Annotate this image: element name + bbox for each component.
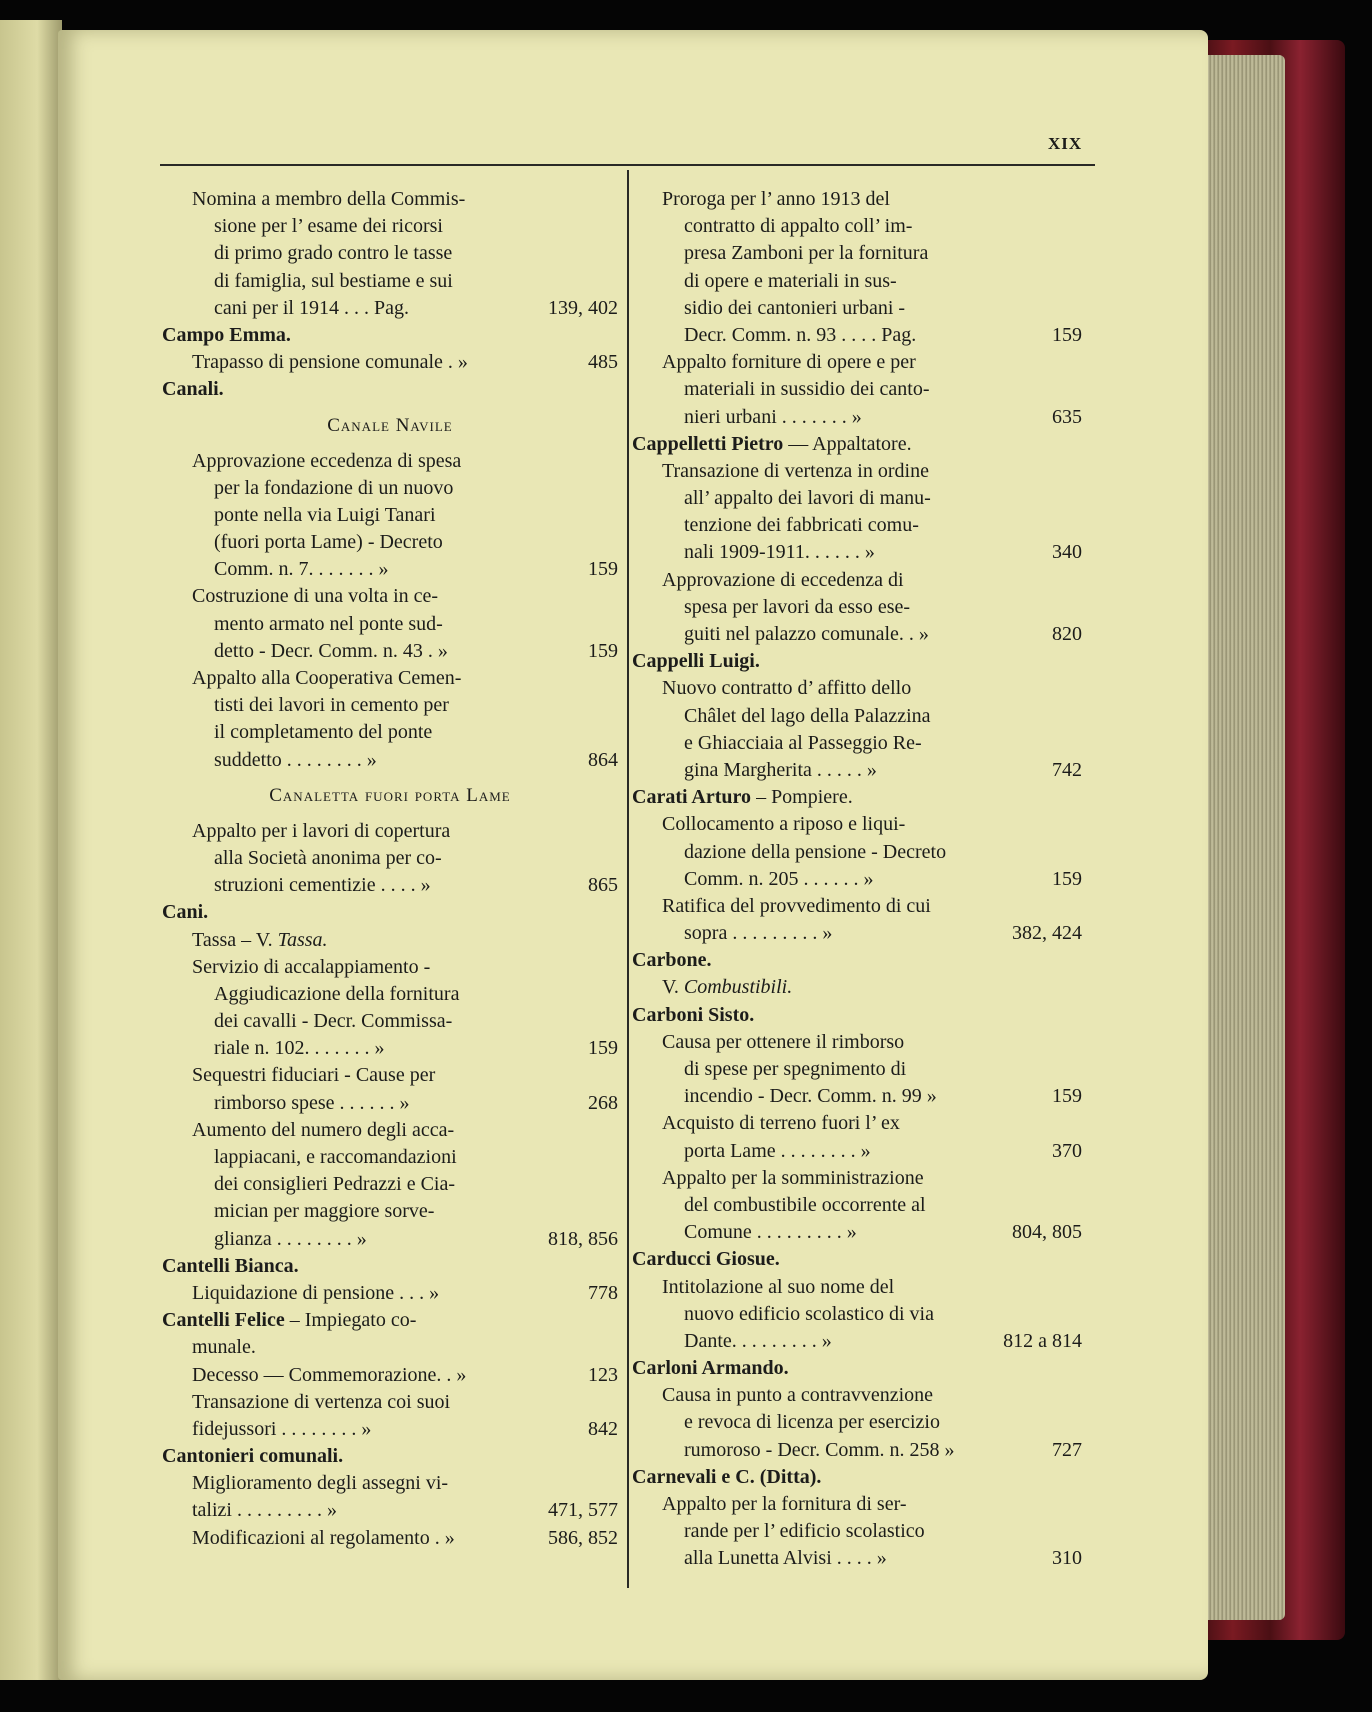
index-line — [632, 349, 1082, 376]
index-line — [632, 730, 1082, 757]
page-reference: 340 — [1052, 541, 1082, 564]
index-line-text: Transazione di vertenza in ordine — [662, 459, 929, 482]
index-line — [632, 1083, 1082, 1110]
page-reference: 370 — [1052, 1139, 1082, 1162]
index-line — [632, 1409, 1082, 1436]
index-line — [162, 1117, 618, 1144]
index-line — [632, 920, 1082, 947]
section-heading — [162, 404, 618, 448]
index-line-text: Cappelletti Pietro — [632, 432, 784, 455]
index-line-text: Aumento del numero degli acca- — [192, 1118, 455, 1141]
index-line-text: Carloni Armando. — [632, 1357, 789, 1380]
page-reference: 635 — [1052, 405, 1082, 428]
index-line-text: Approvazione di eccedenza di — [662, 568, 904, 591]
index-line-text: Costruzione di una volta in ce- — [192, 585, 439, 608]
column-divider — [627, 170, 629, 1588]
index-line — [632, 485, 1082, 512]
index-line-text: Intitolazione al suo nome del — [662, 1275, 895, 1298]
index-line — [632, 322, 1082, 349]
index-line-text: glianza . . . . . . . . » — [214, 1227, 367, 1250]
page-reference: 485 — [588, 351, 618, 374]
index-line-text: dei cavalli - Decr. Commissa- — [214, 1010, 453, 1033]
index-entry-heading — [632, 1464, 1082, 1491]
index-line-text: struzioni cementizie . . . . » — [214, 874, 431, 897]
page-reference: 864 — [588, 748, 618, 771]
index-line-text: Appalto alla Cooperativa Cemen- — [192, 667, 462, 689]
page-reference: 727 — [1052, 1438, 1082, 1461]
index-entry-heading — [162, 1307, 618, 1334]
index-line-text: materiali in sussidio dei canto- — [684, 378, 930, 401]
index-line — [632, 1056, 1082, 1083]
index-line-text: sidio dei cantonieri urbani - — [684, 296, 906, 319]
index-line-text: Comm. n. 7. . . . . . . » — [214, 558, 389, 581]
index-line — [162, 448, 618, 475]
index-line — [632, 811, 1082, 838]
index-line-text: rumoroso - Decr. Comm. n. 258 » — [684, 1438, 955, 1461]
index-entry-heading — [632, 947, 1082, 974]
index-line-text: nieri urbani . . . . . . . » — [684, 405, 862, 428]
index-line-text: fidejussori . . . . . . . . » — [192, 1417, 372, 1440]
page-reference: 159 — [588, 1037, 618, 1060]
index-line — [162, 529, 618, 556]
index-line — [632, 539, 1082, 566]
index-line-text: di spese per spegnimento di — [684, 1058, 907, 1080]
index-line — [162, 268, 618, 295]
index-entry-heading — [632, 1246, 1082, 1273]
index-line — [162, 1035, 618, 1062]
index-line — [632, 240, 1082, 267]
index-line-text: (fuori porta Lame) - Decreto — [214, 531, 443, 554]
index-line — [162, 1334, 618, 1361]
page-reference: 778 — [588, 1281, 618, 1304]
index-line-text: Causa per ottenere il rimborso — [662, 1030, 905, 1053]
right-index-column — [632, 186, 1082, 1573]
index-line — [632, 675, 1082, 702]
index-line-text: Cani. — [162, 901, 209, 924]
index-line-text: Carnevali e C. (Ditta). — [632, 1465, 822, 1488]
index-line — [632, 376, 1082, 403]
index-line-text: Liquidazione di pensione . . . » — [192, 1281, 440, 1304]
index-line-text: Cantelli Bianca. — [162, 1254, 299, 1277]
page-reference: 812 a 814 — [1003, 1329, 1082, 1352]
index-line — [162, 1062, 618, 1089]
page-reference: 268 — [588, 1091, 618, 1114]
index-line — [632, 1437, 1082, 1464]
page-reference: 159 — [588, 558, 618, 581]
page-reference: 139, 402 — [548, 296, 618, 319]
index-entry-heading — [162, 322, 618, 349]
page-number: XIX — [1048, 134, 1083, 153]
index-line-text: nali 1909-1911. . . . . . » — [684, 541, 875, 564]
index-line-text: Cantelli Felice — [162, 1309, 285, 1332]
index-line — [632, 295, 1082, 322]
index-line-text: riale n. 102. . . . . . . » — [214, 1037, 385, 1060]
index-line — [162, 1280, 618, 1307]
index-line — [632, 1029, 1082, 1056]
index-line — [162, 747, 618, 774]
index-line-text: tisti dei lavori in cemento per — [214, 694, 449, 717]
index-line-text: Châlet del lago della Palazzina — [684, 704, 931, 727]
index-line — [632, 1328, 1082, 1355]
index-line — [632, 974, 1082, 1001]
index-line-text: ponte nella via Luigi Tanari — [214, 503, 436, 526]
index-entry-heading — [162, 1253, 618, 1280]
index-line-text: alla Società anonima per co- — [214, 846, 442, 869]
page-reference: 159 — [1052, 323, 1082, 346]
index-line-text: Acquisto di terreno fuori l’ ex — [662, 1112, 900, 1135]
page-reference: 818, 856 — [548, 1227, 618, 1250]
index-line-text: Causa in punto a contravvenzione — [662, 1384, 934, 1407]
index-line — [162, 1198, 618, 1225]
index-line — [162, 1008, 618, 1035]
index-line-text: sione per l’ esame dei ricorsi — [214, 215, 443, 238]
index-line-text: Sequestri fiduciari - Cause per — [192, 1064, 436, 1087]
index-entry-heading — [632, 1002, 1082, 1029]
index-line — [162, 719, 618, 746]
cross-reference: Tassa. — [277, 928, 328, 951]
index-line — [162, 927, 618, 954]
index-line-text: Decr. Comm. n. 93 . . . . Pag. — [684, 323, 917, 346]
index-line — [162, 1525, 618, 1552]
index-line — [632, 1138, 1082, 1165]
index-line-text: gina Margherita . . . . . » — [684, 758, 877, 781]
index-line — [162, 502, 618, 529]
page-reference: 820 — [1052, 623, 1082, 645]
index-line-text: per la fondazione di un nuovo — [214, 476, 454, 499]
index-line-text: dazione della pensione - Decreto — [684, 840, 947, 863]
index-line — [632, 1518, 1082, 1545]
page-reference: 382, 424 — [1012, 922, 1082, 945]
index-line-text: talizi . . . . . . . . . » — [192, 1499, 337, 1522]
index-line-text: Nuovo contratto d’ affitto dello — [662, 677, 912, 700]
index-line-text: rande per l’ edificio scolastico — [684, 1520, 925, 1543]
index-line-text: V. — [662, 976, 684, 999]
page-reference: 742 — [1052, 758, 1082, 781]
page-reference: 159 — [1052, 867, 1082, 890]
index-line-text: Modificazioni al regolamento . » — [192, 1526, 455, 1549]
index-line-text: lappiacani, e raccomandazioni — [214, 1146, 457, 1168]
index-line-text: mician per maggiore sorve- — [214, 1200, 435, 1223]
index-line-text: incendio - Decr. Comm. n. 99 » — [684, 1085, 937, 1108]
index-line-text: contratto di appalto coll’ im- — [684, 215, 913, 238]
index-line-text: mento armato nel ponte sud- — [214, 612, 443, 635]
index-line — [162, 240, 618, 267]
index-line-text: porta Lame . . . . . . . . » — [684, 1139, 871, 1162]
index-line-text: suddetto . . . . . . . . » — [214, 748, 377, 771]
index-line — [162, 1497, 618, 1524]
index-line-text: Ratifica del provvedimento di cui — [662, 894, 931, 917]
page-reference: 159 — [588, 639, 618, 662]
index-line-text: Servizio di accalappiamento - — [192, 955, 431, 978]
index-line-text: spesa per lavori da esso ese- — [684, 595, 911, 618]
index-entry-heading — [632, 784, 1082, 811]
index-line — [162, 213, 618, 240]
index-line — [632, 1165, 1082, 1192]
entry-description: – Impiegato co- — [284, 1309, 417, 1332]
index-entry-heading — [632, 648, 1082, 675]
page-reference: 471, 577 — [548, 1499, 618, 1522]
index-line-text: Comm. n. 205 . . . . . . » — [684, 867, 874, 890]
page-reference: 586, 852 — [548, 1526, 618, 1549]
index-line — [162, 1090, 618, 1117]
index-line — [162, 638, 618, 665]
index-line — [162, 845, 618, 872]
index-line — [162, 954, 618, 981]
page-reference: 159 — [1052, 1085, 1082, 1108]
index-line — [162, 1470, 618, 1497]
index-line-text: Canaletta fuori porta Lame — [269, 784, 511, 806]
index-line — [632, 567, 1082, 594]
index-line — [632, 703, 1082, 730]
index-line-text: all’ appalto dei lavori di manu- — [684, 487, 931, 510]
index-line — [162, 583, 618, 610]
index-line-text: Comune . . . . . . . . . » — [684, 1221, 857, 1244]
index-line — [162, 475, 618, 502]
index-line-text: rimborso spese . . . . . . » — [214, 1091, 410, 1114]
index-line-text: Carati Arturo — [632, 786, 752, 809]
index-line — [632, 186, 1082, 213]
index-line-text: Approvazione eccedenza di spesa — [192, 449, 462, 472]
index-line — [162, 1144, 618, 1171]
index-line — [632, 1301, 1082, 1328]
index-line-text: Cantonieri comunali. — [162, 1445, 344, 1468]
index-line-text: cani per il 1914 . . . Pag. — [214, 296, 409, 319]
index-line-text: Dante. . . . . . . . . » — [684, 1329, 832, 1352]
index-line-text: Miglioramento degli assegni vi- — [192, 1472, 449, 1495]
left-index-column — [162, 186, 618, 1552]
index-line-text: di famiglia, sul bestiame e sui — [214, 269, 453, 292]
index-line-text: Appalto forniture di opere e per — [662, 351, 916, 374]
index-line-text: alla Lunetta Alvisi . . . . » — [684, 1547, 887, 1570]
index-line — [162, 818, 618, 845]
index-line — [632, 757, 1082, 784]
index-line-text: Canali. — [162, 378, 224, 401]
page-reference: 865 — [588, 874, 618, 897]
index-line — [162, 665, 618, 692]
index-line-text: presa Zamboni per la fornitura — [684, 242, 929, 265]
index-line-text: detto - Decr. Comm. n. 43 . » — [214, 639, 448, 662]
index-entry-heading — [162, 376, 618, 403]
index-line — [632, 458, 1082, 485]
index-line — [632, 1274, 1082, 1301]
index-line — [632, 1382, 1082, 1409]
index-line-text: Trapasso di pensione comunale . » — [192, 351, 468, 374]
index-line — [632, 893, 1082, 920]
index-line — [162, 1171, 618, 1198]
page-reference: 842 — [588, 1417, 618, 1440]
index-line — [162, 692, 618, 719]
index-line — [162, 1389, 618, 1416]
index-line-text: nuovo edificio scolastico di via — [684, 1302, 934, 1325]
facing-page-edge — [0, 20, 62, 1680]
page-reference: 804, 805 — [1012, 1221, 1082, 1244]
section-heading — [162, 774, 618, 818]
entry-description: – Pompiere. — [751, 786, 853, 809]
index-line — [162, 981, 618, 1008]
index-line-text: Cappelli Luigi. — [632, 650, 760, 673]
index-line — [632, 839, 1082, 866]
index-line-text: Nomina a membro della Commis- — [192, 188, 466, 210]
index-line — [162, 1416, 618, 1443]
index-line-text: di opere e materiali in sus- — [684, 269, 897, 292]
index-line-text: Proroga per l’ anno 1913 del — [662, 188, 890, 210]
index-line-text: Aggiudicazione della fornitura — [214, 982, 460, 1005]
entry-description: — Appaltatore. — [783, 432, 912, 455]
index-line — [632, 594, 1082, 621]
index-line-text: tenzione dei fabbricati comu- — [684, 514, 919, 537]
index-line — [162, 186, 618, 213]
index-line — [632, 866, 1082, 893]
index-line-text: e revoca di licenza per esercizio — [684, 1411, 940, 1434]
index-line-text: Collocamento a riposo e liqui- — [662, 813, 906, 836]
index-line — [632, 1192, 1082, 1219]
index-line-text: e Ghiacciaia al Passeggio Re- — [684, 731, 922, 754]
index-line-text: Carbone. — [632, 949, 712, 972]
index-line-text: del combustibile occorrente al — [684, 1193, 926, 1216]
index-line-text: guiti nel palazzo comunale. . » — [684, 623, 929, 645]
page-reference: 123 — [588, 1363, 618, 1386]
index-line — [632, 268, 1082, 295]
index-line-text: Canale Navile — [327, 414, 453, 436]
index-line — [162, 295, 618, 322]
index-line-text: Carducci Giosue. — [632, 1248, 780, 1271]
index-line-text: di primo grado contro le tasse — [214, 242, 453, 265]
header-rule — [160, 164, 1095, 166]
index-line — [162, 611, 618, 638]
index-line — [162, 1226, 618, 1253]
index-entry-heading — [632, 431, 1082, 458]
index-line — [632, 1545, 1082, 1572]
index-line-text: Transazione di vertenza coi suoi — [192, 1390, 451, 1413]
index-line-text: dei consiglieri Pedrazzi e Cia- — [214, 1173, 456, 1196]
index-line — [632, 1219, 1082, 1246]
page-reference: 310 — [1052, 1547, 1082, 1570]
index-line-text: Decesso — Commemorazione. . » — [192, 1363, 467, 1386]
index-line-text: Campo Emma. — [162, 323, 291, 346]
index-line-text: Tassa – V. — [192, 928, 278, 951]
index-line-text: sopra . . . . . . . . . » — [684, 922, 833, 945]
index-line — [632, 404, 1082, 431]
index-line — [162, 349, 618, 376]
index-line — [632, 1110, 1082, 1137]
index-line-text: Appalto per la fornitura di ser- — [662, 1493, 907, 1515]
index-line — [632, 213, 1082, 240]
index-line — [632, 1491, 1082, 1518]
index-entry-heading — [632, 1355, 1082, 1382]
index-entry-heading — [162, 899, 618, 926]
index-line — [632, 621, 1082, 648]
index-entry-heading — [162, 1443, 618, 1470]
index-line — [162, 1362, 618, 1389]
index-line-text: Carboni Sisto. — [632, 1003, 755, 1026]
index-line-text: il completamento del ponte — [214, 721, 433, 744]
cross-reference: Combustibili. — [683, 976, 793, 999]
index-line — [632, 512, 1082, 539]
index-line — [162, 872, 618, 899]
index-line-text: Appalto per la somministrazione — [662, 1166, 924, 1189]
index-line-text: Appalto per i lavori di copertura — [192, 819, 451, 842]
index-line — [162, 556, 618, 583]
index-line-text: munale. — [192, 1336, 256, 1359]
